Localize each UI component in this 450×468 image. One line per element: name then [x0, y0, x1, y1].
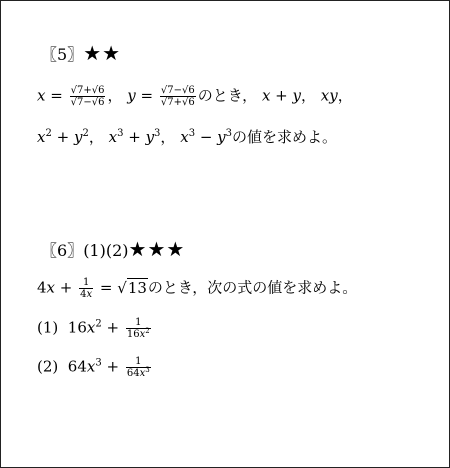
expression-product: xy [320, 86, 338, 105]
question-1 [37, 317, 153, 340]
problem-5-number: 〖5〗 [41, 45, 84, 64]
exponent: 3 [225, 128, 233, 139]
problem-5-line-2 [37, 127, 337, 147]
operator: + [51, 128, 74, 146]
coefficient: 16 [67, 318, 87, 337]
separator: ， [88, 128, 104, 146]
exponent: 2 [45, 128, 52, 139]
expression-sum: x + y [261, 86, 301, 105]
separator: ， [337, 86, 353, 105]
problem-5-line-1 [37, 85, 353, 108]
equals-sign: = [50, 86, 63, 105]
exponent: 2 [82, 128, 89, 139]
problem-5-header [41, 41, 121, 65]
instruction-text: のとき，次の式の値を求めよ。 [147, 278, 358, 297]
operator: + [101, 318, 124, 337]
problem-6-header [41, 237, 185, 261]
problem-5-stars: ★★ [83, 41, 122, 65]
fraction-denominator-coef: 4 [80, 289, 87, 300]
fraction [79, 277, 93, 300]
term-y: y [145, 128, 155, 146]
coefficient: 4 [37, 278, 47, 297]
var-x: x [46, 278, 56, 297]
radicand: 13 [127, 278, 147, 297]
separator: ， [107, 86, 123, 105]
fraction-denominator-exp: 2 [145, 327, 150, 335]
fraction-y [160, 85, 196, 108]
operator: + [101, 357, 124, 376]
problem-6-condition [37, 277, 357, 300]
fraction-denominator-coef: 16 [126, 329, 140, 340]
fraction [126, 317, 151, 340]
problem-6-parts: (1)(2) [83, 241, 129, 260]
var-x: x [86, 318, 96, 337]
fraction-numerator: 1 [79, 277, 93, 289]
term-x: x [37, 128, 46, 146]
term-y: y [73, 128, 83, 146]
fraction-denominator-exp: 3 [145, 366, 150, 374]
term-x: x [180, 128, 189, 146]
separator: ， [160, 128, 176, 146]
fraction-numerator: 1 [126, 356, 151, 368]
operator: + [123, 128, 146, 146]
coefficient: 64 [67, 357, 87, 376]
fraction-numerator: 1 [126, 317, 151, 329]
fraction-x-denominator: √7−√6 [70, 97, 105, 108]
fraction-x-numerator: √7+√6 [70, 85, 105, 96]
exponent: 3 [154, 128, 161, 139]
sqrt-symbol: √ [117, 278, 127, 297]
instruction-text: の値を求めよ。 [232, 128, 338, 146]
term-y: y [217, 128, 226, 146]
exponent: 3 [95, 357, 102, 369]
var-x: x [37, 86, 46, 105]
term-x: x [108, 128, 118, 146]
operator: − [195, 128, 218, 146]
equals-sign: = [95, 278, 118, 297]
question-label: (2) [37, 357, 59, 376]
problem-6-number: 〖6〗 [41, 241, 84, 260]
var-y: y [127, 86, 136, 105]
problem-6-stars: ★★★ [128, 237, 186, 261]
fraction-denominator-var: x [139, 368, 146, 379]
condition-text: のとき， [197, 86, 258, 105]
operator: + [55, 278, 78, 297]
fraction-y-numerator: √7−√6 [160, 85, 195, 96]
exponent: 3 [188, 128, 196, 139]
fraction-denominator-var: x [86, 289, 93, 300]
square-root [117, 278, 148, 298]
exponent: 2 [95, 318, 102, 330]
var-x: x [86, 357, 96, 376]
fraction-denominator-var: x [139, 329, 146, 340]
fraction-denominator-coef: 64 [126, 368, 140, 379]
fraction-y-denominator: √7+√6 [160, 97, 195, 108]
question-2 [37, 356, 153, 379]
fraction [126, 356, 151, 379]
fraction-x [70, 85, 106, 108]
equals-sign: = [140, 86, 154, 105]
question-label: (1) [37, 318, 59, 337]
exponent: 3 [117, 128, 124, 139]
separator: ， [300, 86, 316, 105]
